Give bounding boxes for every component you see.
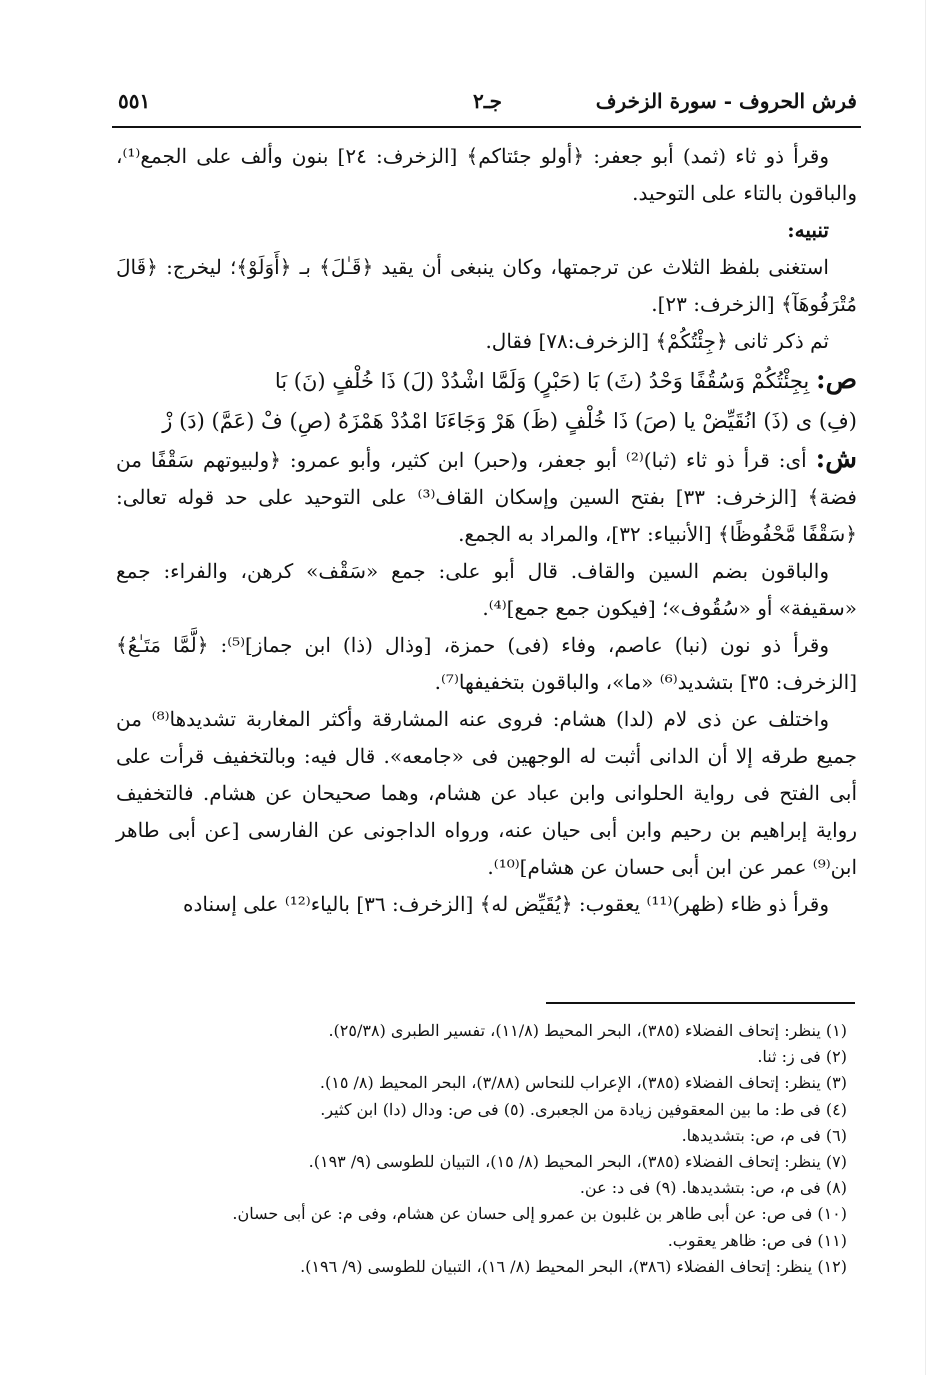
- paragraph-1: وقرأ ذو ثاء (ثمد) أبو جعفر: ﴿أولو جئتاكم﴾ [الزخرف: ٢٤] بنون وألف على الجمع⁽¹⁾، والباقون بالتاء على التوحيد.: [116, 144, 857, 205]
- main-text: [116, 138, 857, 923]
- poem-verse-2: (فِ) ى (ذَ) انُقَيِّضْ يا (صَ) ذَا خُلْفٍ (ظَ) هَرْ وَجَاءَنَا امْدُدْ هَمْزَهُ (صِ) فْ (عَمَّ) (دَ) زْ: [162, 409, 857, 433]
- paragraph-7: واختلف عن ذى لام (لدا) هشام: فروى عنه المشارقة وأكثر المغاربة تشديدها⁽⁸⁾ من جميع طرقه إلا أن الدانى أثبت له الوجهين فى «جامعه». قال فيه: وبالتخفيف قرأت على أبى الفتح فى رواية الحلوانى وابن عباد عن هشام، وهما صحيحان عن هشام. فالتخفيف رواية إبراهيم بن رحيم وابن أبى حيان عنه، ورواه الداجونى عن الفارسى [عن أبى طاهر ابن⁽⁹⁾ عمر عن ابن أبى حسان عن هشام]⁽¹⁰⁾.: [116, 707, 857, 879]
- footnote-3: (٣) ينظر: إتحاف الفضلاء (٣٨٥)، الإعراب للنحاس (٣/٨٨)، البحر المحيط (٨/ ١٥).: [319, 1073, 847, 1093]
- footnote-12: (١٢) ينظر: إتحاف الفضلاء (٣٨٦)، البحر المحيط (٨/ ١٦)، التبيان للطوسى (٩/ ١٩٦).: [300, 1256, 847, 1276]
- paragraph-4-text: أى: قرأ ذو ثاء (ثبا)⁽²⁾ أبو جعفر، و(حبر) ابن كثير، وأبو عمرو: ﴿ولبيوتهم سَقْفًا من فضة﴾ [الزخرف: ٣٣] بفتح السين وإسكان القاف⁽³⁾ على التوحيد على حد قوله تعالى: ﴿سَقْفًا مَّحْفُوظًا﴾ [الأنبياء: ٣٢]، والمراد به الجمع.: [116, 448, 857, 546]
- poem-verse-1: بِجِئْتُكُمْ وَسُقُفًا وَحْدُ (ثَ) بَا (حَبْرٍ) وَلَمَّا اشْدُدْ (لَ) ذَا خُلْفٍ (نَ) بَا: [274, 369, 810, 393]
- footnote-8-9: (٨) فى م، ص: بتشديدها. (٩) فى د: عن.: [579, 1178, 847, 1198]
- footnote-1: (١) ينظر: إتحاف الفضلاء (٣٨٥)، البحر المحيط (١١/٨)، تفسير الطبرى (٢٥/٣٨).: [328, 1021, 847, 1040]
- sharh-symbol: ش:: [815, 444, 857, 474]
- header-rule: [112, 126, 861, 128]
- footnote-10: (١٠) فى ص: عن أبى طاهر بن غلبون بن عمرو إلى حسان عن هشام، وفى م: عن أبى حسان.: [232, 1204, 847, 1224]
- footnote-11: (١١) فى ص: ظاهر يعقوب.: [667, 1230, 847, 1250]
- paragraph-4: [116, 441, 857, 553]
- paragraph-6: وقرأ ذو نون (نبا) عاصم، وفاء (فى) حمزة، [وذال (ذا) ابن جماز]⁽⁵⁾: ﴿لَّمَّا مَتَـٰعُ﴾ [الزخرف: ٣٥] بتشديد⁽⁶⁾ «ما»، والباقون بتخفيفها⁽⁷⁾.: [116, 633, 857, 694]
- paragraph-2: استغنى بلفظ الثلاث عن ترجمتها، وكان ينبغى أن يقيد ﴿قَـٰلَ﴾ بـ ﴿أَوَلَوْ﴾؛ ليخرج: ﴿قَالَ مُتْرَفُوهَآ﴾ [الزخرف: ٢٣].: [116, 255, 857, 316]
- footnote-6: (٦) فى م، ص: بتشديدها.: [681, 1125, 847, 1145]
- poem-line-1: [116, 360, 857, 401]
- footnote-4-5: (٤) فى ط: ما بين المعقوفين زيادة من الجعبرى. (٥) فى ص: ودال (دا) ابن كثير.: [320, 1099, 847, 1119]
- footnote-2: (٢) فى ز: ثنا.: [757, 1047, 847, 1067]
- paragraph-3: ثم ذكر ثانى ﴿جِئْتُكُمْ﴾ [الزخرف:٧٨] فقال.: [485, 329, 829, 353]
- poem-line-2: [116, 401, 857, 441]
- footnote-rule: [546, 1002, 855, 1004]
- paragraph-8: وقرأ ذو ظاء (ظهر)⁽¹¹⁾ يعقوب: ﴿يُقَيِّض له﴾ [الزخرف: ٣٦] بالياء⁽¹²⁾ على إسناده: [183, 892, 829, 916]
- page-number: ٥٥١: [118, 89, 151, 113]
- poem-symbol: ص:: [815, 365, 857, 395]
- paragraph-5: والباقون بضم السين والقاف. قال أبو على: جمع «سَقْف» كرهن، والفراء: جمع «سقيفة» أو «سُقُوف»؛ [فيكون جمع جمع]⁽⁴⁾.: [116, 559, 857, 620]
- tanbih-heading: تنبيه:: [787, 218, 829, 242]
- page-header: [118, 86, 857, 116]
- volume-number: جـ٢: [473, 89, 502, 113]
- running-title: فرش الحروف - سورة الزخرف: [595, 89, 857, 113]
- footnote-7: (٧) ينظر: إتحاف الفضلاء (٣٨٥)، البحر المحيط (٨/ ١٥)، التبيان للطوسى (٩/ ١٩٣).: [308, 1152, 847, 1172]
- footnotes: [130, 1018, 847, 1280]
- scan-edge: [925, 0, 926, 1375]
